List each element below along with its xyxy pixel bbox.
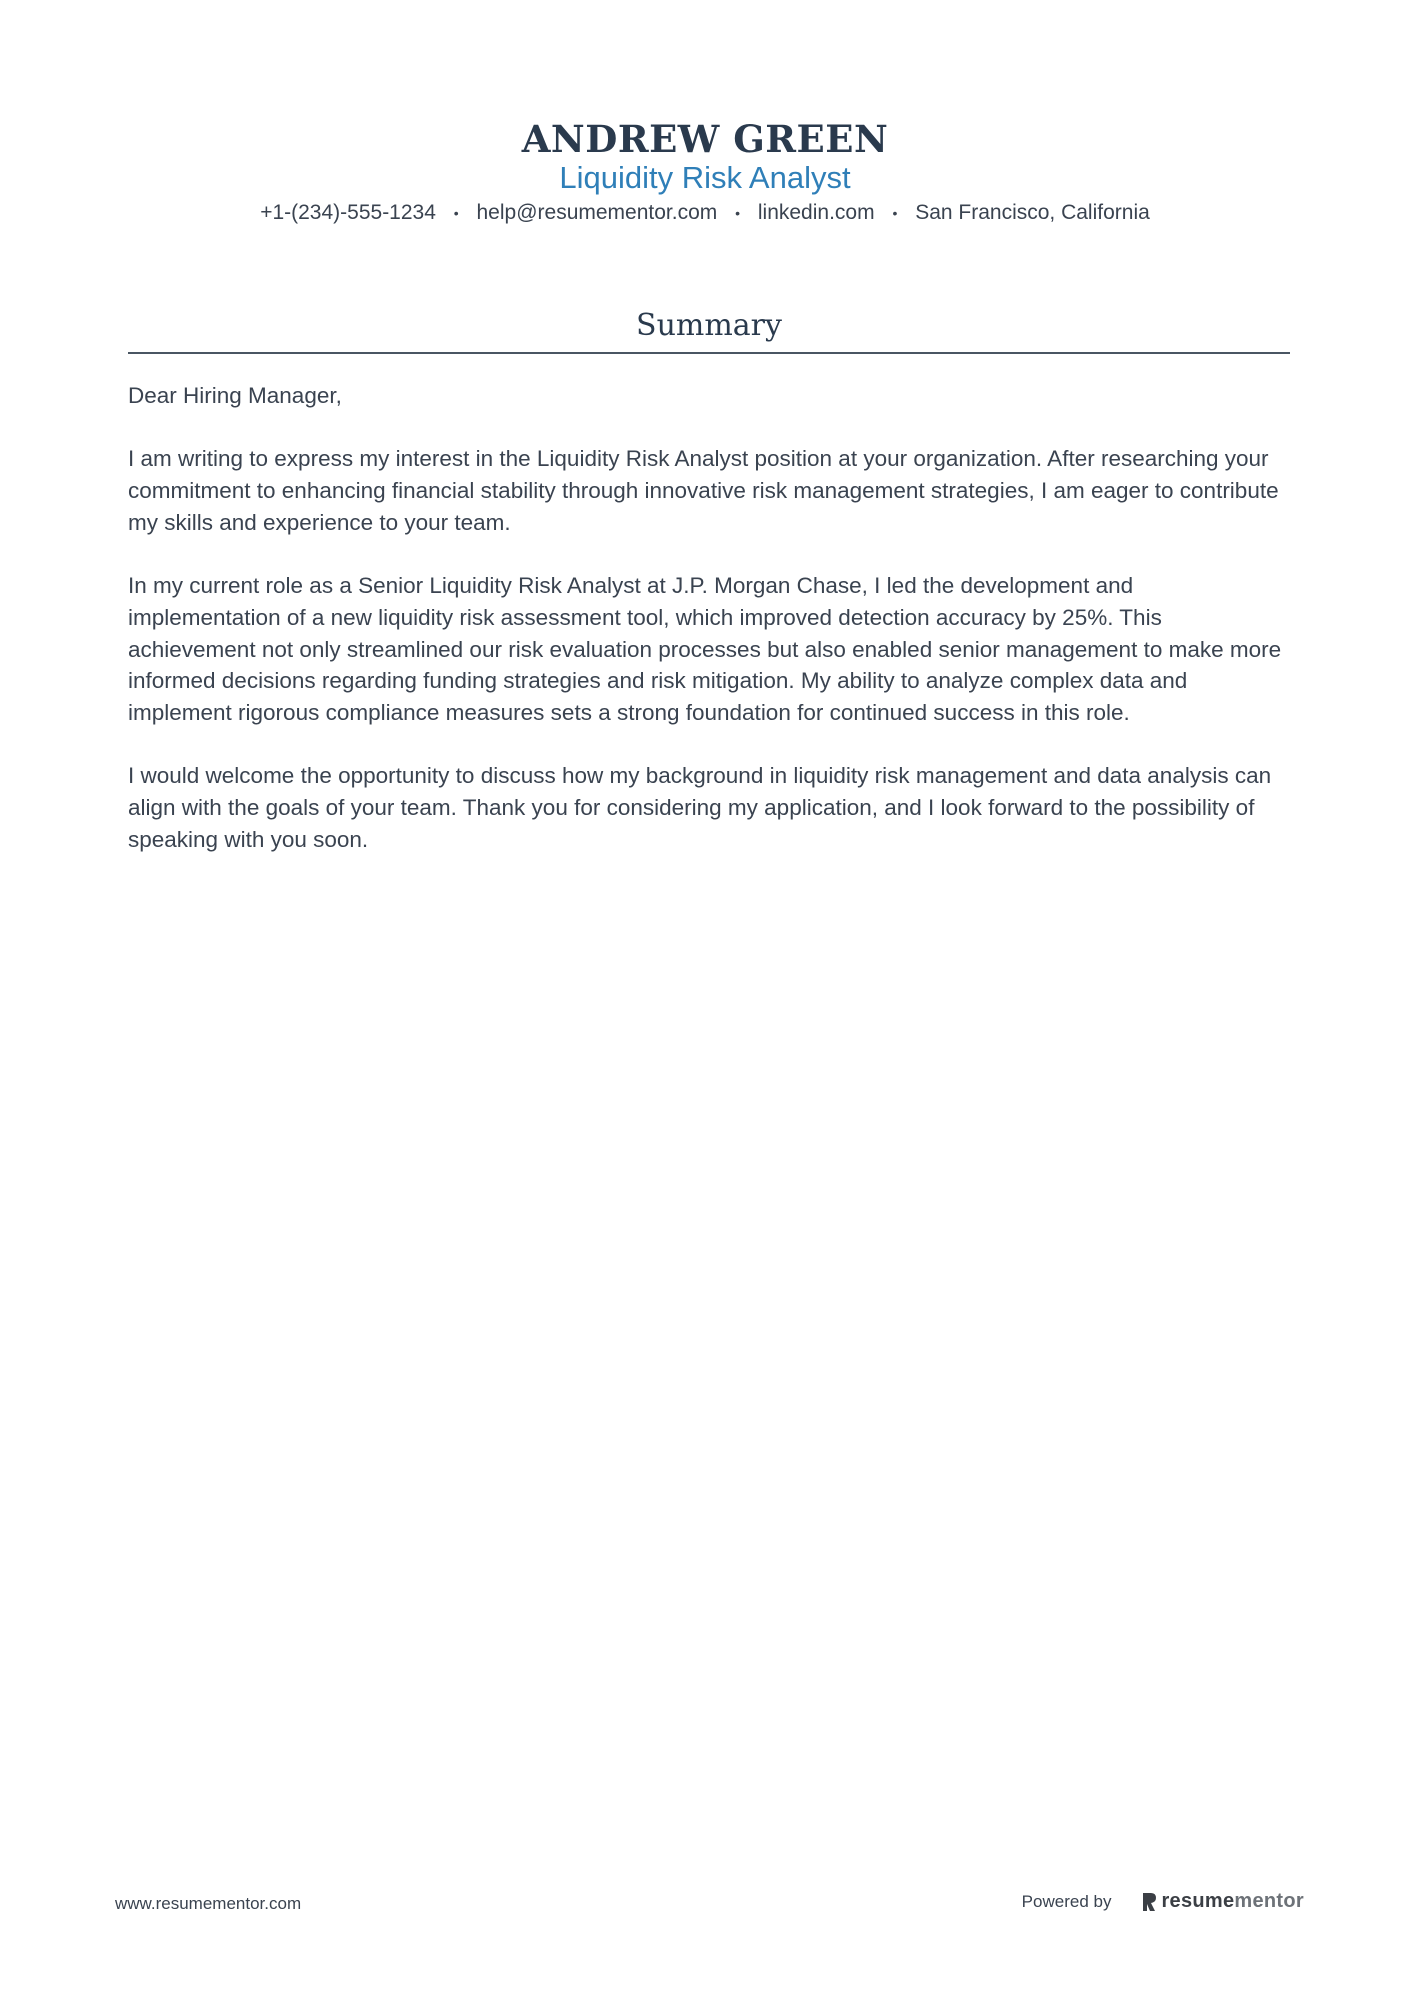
footer-website[interactable]: www.resumementor.com	[115, 1894, 302, 1913]
footer-branding	[1022, 1890, 1304, 1913]
letter-greeting: Dear Hiring Manager,	[128, 383, 342, 408]
candidate-name: ANDREW GREEN	[521, 117, 889, 161]
resumementor-logo-icon	[1141, 1892, 1157, 1912]
contact-email[interactable]: help@resumementor.com	[476, 201, 718, 224]
bullet-separator: •	[892, 205, 898, 222]
bullet-separator: •	[453, 205, 459, 222]
section-divider	[128, 352, 1290, 354]
job-title: Liquidity Risk Analyst	[559, 160, 851, 195]
letter-paragraph: I am writing to express my interest in the Liquidity Risk Analyst position at your organization. After researching your commitment to enhancing financial stability through innovative risk management strategies, I am eager to contribute my skills and experience to your team.	[128, 446, 1279, 535]
resumementor-logo[interactable]	[1141, 1890, 1304, 1913]
contact-location: San Francisco, California	[915, 201, 1150, 224]
logo-text-resume: resume	[1161, 1890, 1235, 1912]
letter-paragraph: I would welcome the opportunity to discuss how my background in liquidity risk management and data analysis can align with the goals of your team. Thank you for considering my application, and I look forward to the possibility of speaking with you soon.	[128, 763, 1272, 852]
header	[0, 116, 1410, 228]
section-heading-summary: Summary	[636, 308, 782, 343]
logo-text-mentor: mentor	[1234, 1890, 1304, 1912]
contact-line	[0, 198, 1410, 228]
powered-by-label: Powered by	[1021, 1891, 1112, 1911]
letter-body	[128, 380, 1290, 887]
contact-phone: +1-(234)-555-1234	[260, 201, 436, 224]
letter-paragraph: In my current role as a Senior Liquidity Risk Analyst at J.P. Morgan Chase, I led the development and implementation of a new liquidity risk assessment tool, which improved detection accuracy by 25%. This achievement not only streamlined our risk evaluation processes but also enabled senior management to make more informed decisions regarding funding strategies and risk mitigation. My ability to analyze complex data and implement rigorous compliance measures sets a strong foundation for continued success in this role.	[128, 573, 1282, 725]
bullet-separator: •	[735, 205, 741, 222]
contact-linkedin[interactable]: linkedin.com	[757, 201, 875, 224]
